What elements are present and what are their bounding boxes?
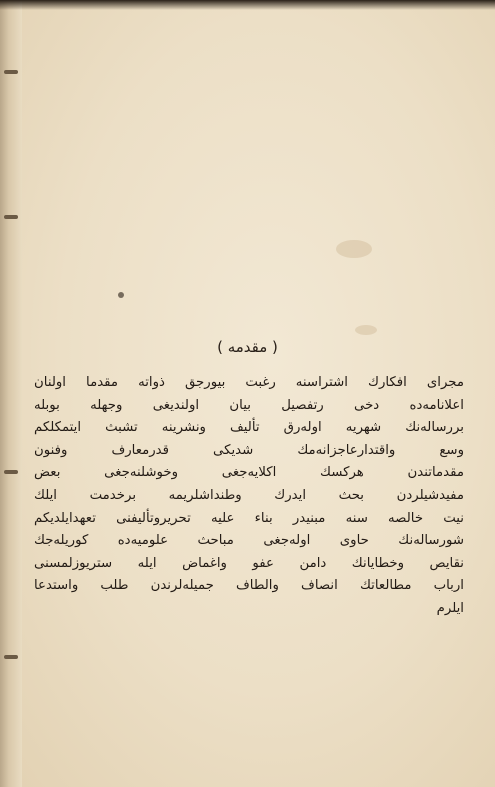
text-line: شورساله‌نك حاوی اوله‌جغی مباحث علومیه‌ده کوریله‌جك [34, 533, 464, 549]
text-line: ایلرم [436, 600, 464, 616]
binding-stitch [4, 70, 18, 74]
binding-stitch [4, 215, 18, 219]
binding-stitch [4, 655, 18, 659]
text-line: اعلانامه‌ده دخی رتفصیل بیان اولندیغی وجهله بوبله [34, 397, 464, 413]
text-line: مفیدشیلردن بحث ایدرك وطنداشلریمه برخدمت ایلك [34, 487, 464, 503]
text-line: وسع واقتدارعاجزانه‌مك شدیکی قدرمعارف وفنون [34, 442, 464, 458]
ink-speck [118, 292, 124, 298]
text-line: مقدماتندن هرکسك اکلایه‌جغی وخوشلنه‌جغی بعض [34, 465, 464, 481]
text-line: بررساله‌نك شهریه اوله‌رق تألیف ونشرینه تشبث ایتمکلکم [34, 420, 464, 436]
binding-stitch [4, 470, 18, 474]
page-binding-edge [0, 0, 22, 787]
text-line: مجرای افکارك اشتراسنه رغبت بیورجق ذواته مقدما اولنان [34, 375, 464, 390]
text-line: نقایص وخطایانك دامن عفو واغماض ایله ستریوزلمسنی [34, 555, 464, 571]
body-text [34, 372, 464, 621]
top-edge-shadow [0, 0, 495, 10]
text-line: ارباب مطالعاتك انصاف والطاف جمیله‌لرندن طلب واستدعا [34, 578, 464, 594]
text-line: نیت خالصه سنه مبنیدر بناء علیه تحریروتألیفنی تعهدایلدیکم [34, 510, 464, 526]
paper-stain [355, 325, 377, 335]
section-heading: ( مقدمه ) [217, 338, 278, 356]
paper-stain [336, 240, 372, 258]
